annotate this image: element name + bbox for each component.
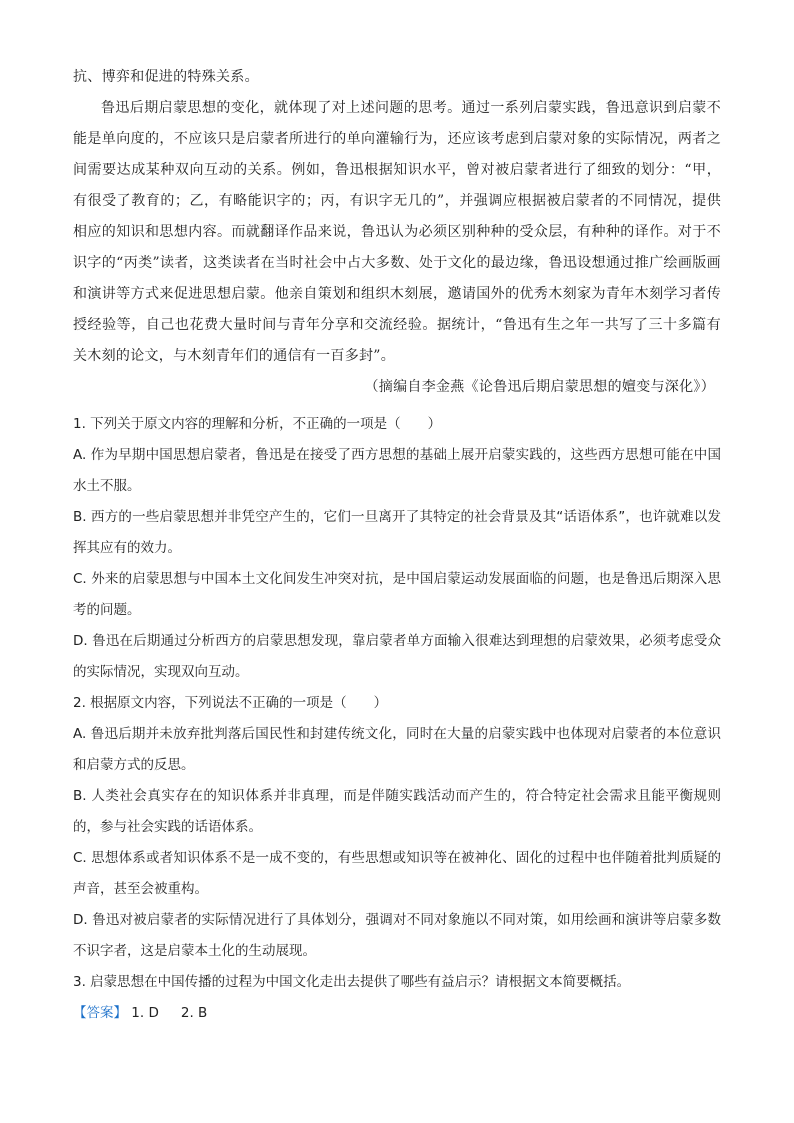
question-section	[73, 409, 721, 1029]
answer-2: 2. B	[180, 1005, 208, 1021]
question-2-option-d: D. 鲁迅对被启蒙者的实际情况进行了具体划分，强调对不同对象施以不同对策，如用绘画和演讲等启蒙多数不识字者，这是启蒙本土化的生动展现。	[73, 912, 721, 959]
question-1-option-b: B. 西方的一些启蒙思想并非凭空产生的，它们一旦离开了其特定的社会背景及其“话语体系”，也许就难以发挥其应有的效力。	[73, 509, 721, 556]
question-2-option-c: C. 思想体系或者知识体系不是一成不变的，有些思想或知识等在被神化、固化的过程中也伴随着批判质疑的声音，甚至会被重构。	[73, 850, 721, 897]
answer-row	[73, 998, 721, 1029]
question-1-option-d: D. 鲁迅在后期通过分析西方的启蒙思想发现，靠启蒙者单方面输入很难达到理想的启蒙效果，必须考虑受众的实际情况，实现双向互动。	[73, 633, 721, 680]
question-1-stem: 1. 下列关于原文内容的理解和分析，不正确的一项是（ ）	[73, 416, 442, 432]
passage-paragraph: 鲁迅后期启蒙思想的变化，就体现了对上述问题的思考。通过一系列启蒙实践，鲁迅意识到启蒙不能是单向度的，不应该只是启蒙者所进行的单向灌输行为，还应该考虑到启蒙对象的实际情况，两者之间需要达成某种双向互动的关系。例如，鲁迅根据知识水平，曾对被启蒙者进行了细致的划分：“甲，有很受了教育的；乙，有略能识字的；丙，有识字无几的”，并强调应根据被启蒙者的不同情况，提供相应的知识和思想内容。而就翻译作品来说，鲁迅认为必须区别种种的受众层，有种种的译作。对于不识字的“丙类”读者，这类读者在当时社会中占大多数、处于文化的最边缘，鲁迅设想通过推广绘画版画和演讲等方式来促进思想启蒙。他亲自策划和组织木刻展，邀请国外的优秀木刻家为青年木刻学习者传授经验等，自己也花费大量时间与青年分享和交流经验。据统计，“鲁迅有生之年一共写了三十多篇有关木刻的论文，与木刻青年们的通信有一百多封”。	[73, 100, 721, 364]
question-2-stem: 2. 根据原文内容，下列说法不正确的一项是（ ）	[73, 695, 388, 711]
question-2-option-b: B. 人类社会真实存在的知识体系并非真理，而是伴随实践活动而产生的，符合特定社会需求且能平衡规则的，参与社会实践的话语体系。	[73, 788, 721, 835]
question-3-stem: 3. 启蒙思想在中国传播的过程为中国文化走出去提供了哪些有益启示？请根据文本简要概括。	[73, 974, 631, 990]
passage-lead-line: 抗、博弈和促进的特殊关系。	[73, 69, 259, 85]
answer-label: 【答案】	[73, 1005, 127, 1021]
question-1-option-c: C. 外来的启蒙思想与中国本土文化间发生冲突对抗，是中国启蒙运动发展面临的问题，也是鲁迅后期深入思考的问题。	[73, 571, 721, 618]
question-1-option-a: A. 作为早期中国思想启蒙者，鲁迅是在接受了西方思想的基础上展开启蒙实践的，这些西方思想可能在中国水土不服。	[73, 447, 721, 494]
reading-passage	[73, 62, 721, 403]
answer-1: 1. D	[131, 1005, 159, 1021]
passage-source: （摘编自李金燕《论鲁迅后期启蒙思想的嬗变与深化》）	[364, 379, 715, 395]
question-2-option-a: A. 鲁迅后期并未放弃批判落后国民性和封建传统文化，同时在大量的启蒙实践中也体现对启蒙者的本位意识和启蒙方式的反思。	[73, 726, 721, 773]
